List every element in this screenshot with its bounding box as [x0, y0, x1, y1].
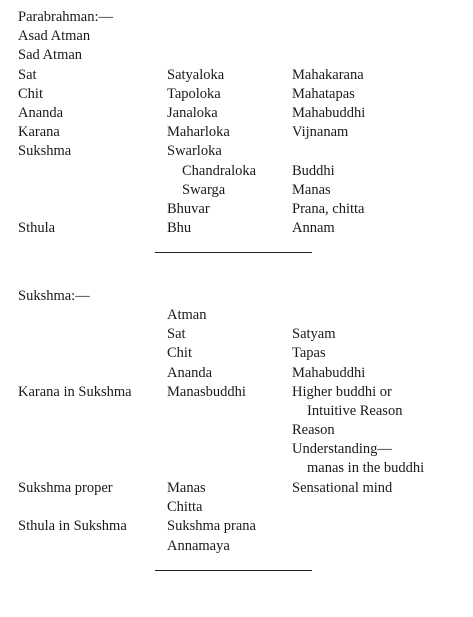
s2-row2-col2: Chit	[167, 345, 192, 361]
section1-divider	[155, 252, 312, 253]
s1-row0-col2: Satyaloka	[167, 67, 225, 83]
s2-row10-col2: Chitta	[167, 499, 203, 515]
s1-row5-col2: Chandraloka	[182, 163, 257, 179]
s1-row3-col2: Maharloka	[167, 124, 230, 140]
s2-row3-col3: Mahabuddhi	[292, 365, 366, 381]
section1-heading: Parabrahman:—	[18, 9, 114, 25]
s1-row8-col1: Sthula	[18, 220, 56, 236]
s1-row3-col1: Karana	[18, 124, 60, 140]
s2-row1-col2: Sat	[167, 326, 186, 342]
s2-row1-col3: Satyam	[292, 326, 336, 342]
s2-row12-col2: Annamaya	[167, 538, 230, 554]
s1-row0-col1: Sat	[18, 67, 37, 83]
s2-row2-col3: Tapas	[292, 345, 326, 361]
s2-row9-col3: Sensational mind	[292, 480, 393, 496]
s2-row4-col2: Manasbuddhi	[167, 384, 246, 400]
s1-row6-col2: Swarga	[182, 182, 226, 198]
s1-row0-col3: Mahakarana	[292, 67, 364, 83]
s2-row9-col1: Sukshma proper	[18, 480, 113, 496]
s1-row1-col3: Mahatapas	[292, 86, 355, 102]
s1-row7-col2: Bhuvar	[167, 201, 210, 217]
s1-row4-col2: Swarloka	[167, 143, 222, 159]
s1-row1-col2: Tapoloka	[167, 86, 221, 102]
s1-row7-col3: Prana, chitta	[292, 201, 365, 217]
s2-row6-col3: Reason	[292, 422, 335, 438]
s2-row9-col2: Manas	[167, 480, 206, 496]
s1-row8-col3: Annam	[292, 220, 335, 236]
s2-row11-col1: Sthula in Sukshma	[18, 518, 127, 534]
section1-pre-row: Asad Atman	[18, 28, 91, 44]
s1-row2-col3: Mahabuddhi	[292, 105, 366, 121]
s1-row2-col1: Ananda	[18, 105, 64, 121]
s1-row5-col3: Buddhi	[292, 163, 335, 179]
s2-row3-col2: Ananda	[167, 365, 213, 381]
s2-row8-col3: manas in the buddhi	[307, 460, 425, 476]
s2-row11-col2: Sukshma prana	[167, 518, 256, 534]
s1-row4-col1: Sukshma	[18, 143, 72, 159]
s1-row8-col2: Bhu	[167, 220, 192, 236]
section2-heading: Sukshma:—	[18, 288, 90, 304]
s2-row4-col1: Karana in Sukshma	[18, 384, 132, 400]
section2-divider	[155, 570, 312, 571]
s2-row7-col3: Understanding—	[292, 441, 392, 457]
s1-row3-col3: Vijnanam	[292, 124, 349, 140]
s1-row2-col2: Janaloka	[167, 105, 218, 121]
section1-pre-row: Sad Atman	[18, 47, 83, 63]
s1-row6-col3: Manas	[292, 182, 331, 198]
s2-row5-col3: Intuitive Reason	[307, 403, 403, 419]
s1-row1-col1: Chit	[18, 86, 43, 102]
s2-row0-col2: Atman	[167, 307, 207, 323]
s2-row4-col3: Higher buddhi or	[292, 384, 392, 400]
